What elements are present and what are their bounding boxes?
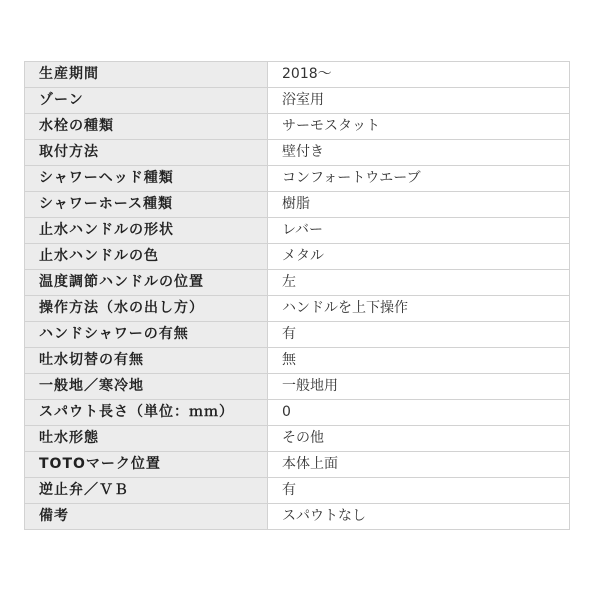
spec-label: シャワーホース種類 bbox=[25, 192, 268, 218]
table-row bbox=[25, 426, 570, 452]
spec-value: 2018～ bbox=[268, 62, 570, 88]
spec-value: 本体上面 bbox=[268, 452, 570, 478]
spec-label: 逆止弁／ＶＢ bbox=[25, 478, 268, 504]
spec-label: シャワーヘッド種類 bbox=[25, 166, 268, 192]
table-row bbox=[25, 114, 570, 140]
spec-label: 止水ハンドルの色 bbox=[25, 244, 268, 270]
table-row bbox=[25, 270, 570, 296]
spec-label: スパウト長さ（単位：ｍｍ） bbox=[25, 400, 268, 426]
spec-value: スパウトなし bbox=[268, 504, 570, 530]
spec-value: サーモスタット bbox=[268, 114, 570, 140]
table-row bbox=[25, 140, 570, 166]
spec-value: レバー bbox=[268, 218, 570, 244]
spec-value: 樹脂 bbox=[268, 192, 570, 218]
table-row bbox=[25, 452, 570, 478]
spec-label: 温度調節ハンドルの位置 bbox=[25, 270, 268, 296]
spec-value: メタル bbox=[268, 244, 570, 270]
spec-value: その他 bbox=[268, 426, 570, 452]
spec-label: ハンドシャワーの有無 bbox=[25, 322, 268, 348]
spec-value: 有 bbox=[268, 478, 570, 504]
spec-value: ハンドルを上下操作 bbox=[268, 296, 570, 322]
table-row bbox=[25, 296, 570, 322]
spec-value: 左 bbox=[268, 270, 570, 296]
table-row bbox=[25, 88, 570, 114]
spec-label: 止水ハンドルの形状 bbox=[25, 218, 268, 244]
spec-label: 吐水形態 bbox=[25, 426, 268, 452]
table-row bbox=[25, 478, 570, 504]
table-row bbox=[25, 322, 570, 348]
spec-value: 壁付き bbox=[268, 140, 570, 166]
spec-value: 0 bbox=[268, 400, 570, 426]
spec-label: 生産期間 bbox=[25, 62, 268, 88]
table-row bbox=[25, 166, 570, 192]
spec-value: 一般地用 bbox=[268, 374, 570, 400]
table-row bbox=[25, 504, 570, 530]
table-row bbox=[25, 62, 570, 88]
spec-label: 操作方法（水の出し方） bbox=[25, 296, 268, 322]
spec-label: ゾーン bbox=[25, 88, 268, 114]
spec-table bbox=[24, 61, 570, 530]
spec-label: 取付方法 bbox=[25, 140, 268, 166]
spec-value: 無 bbox=[268, 348, 570, 374]
table-row bbox=[25, 348, 570, 374]
spec-value: 浴室用 bbox=[268, 88, 570, 114]
table-row bbox=[25, 218, 570, 244]
spec-label: 吐水切替の有無 bbox=[25, 348, 268, 374]
table-row bbox=[25, 374, 570, 400]
spec-value: コンフォートウエーブ bbox=[268, 166, 570, 192]
spec-label: TOTOマーク位置 bbox=[25, 452, 268, 478]
table-row bbox=[25, 244, 570, 270]
spec-value: 有 bbox=[268, 322, 570, 348]
table-row bbox=[25, 192, 570, 218]
spec-label: 備考 bbox=[25, 504, 268, 530]
spec-label: 一般地／寒冷地 bbox=[25, 374, 268, 400]
spec-label: 水栓の種類 bbox=[25, 114, 268, 140]
table-row bbox=[25, 400, 570, 426]
